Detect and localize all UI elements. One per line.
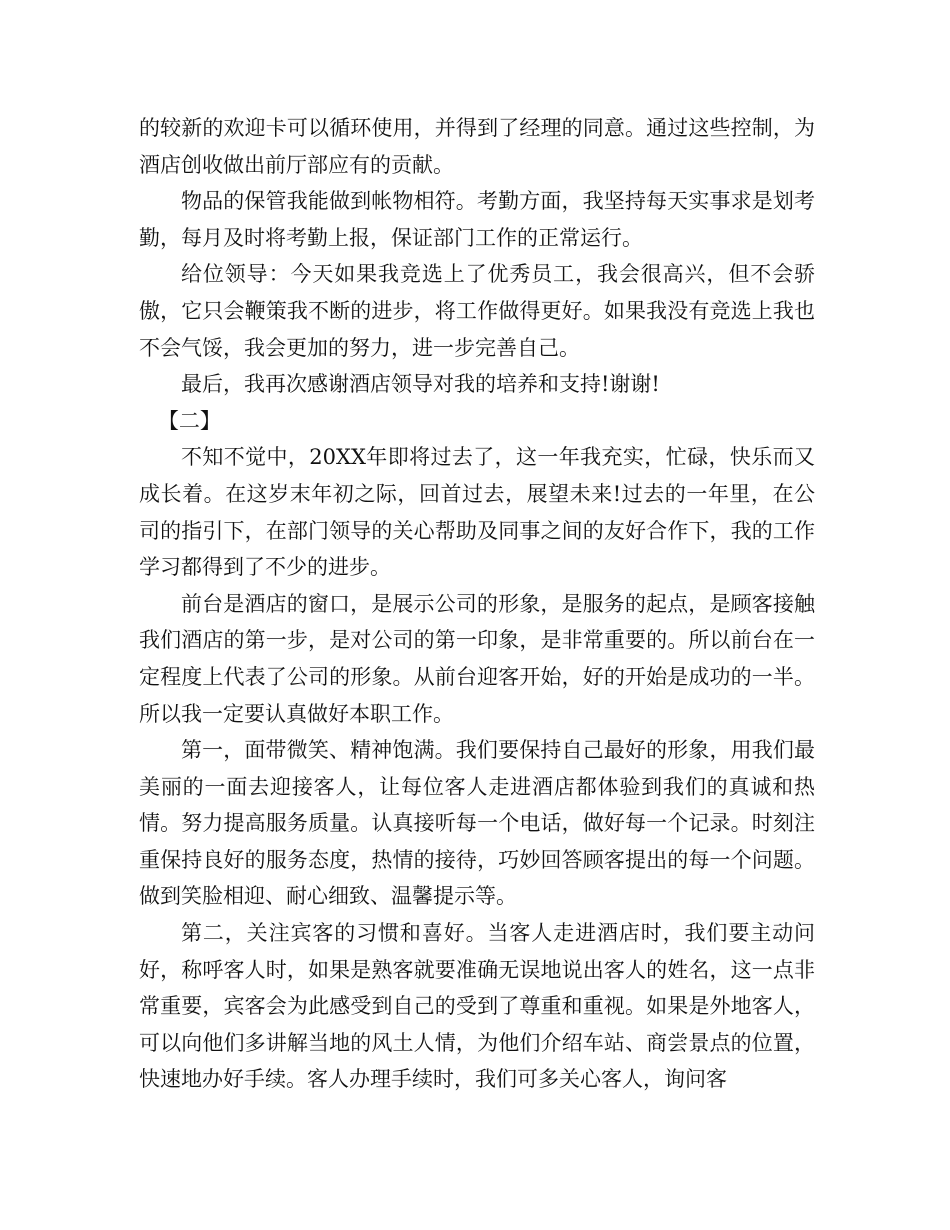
paragraph-3: 给位领导：今天如果我竞选上了优秀员工，我会很高兴，但不会骄傲，它只会鞭策我不断的进步，将工作做得更好。如果我没有竞选上我也不会气馁，我会更加的努力，进一步完善自己。 (139, 262, 815, 360)
section-paragraph-3: 第一，面带微笑、精神饱满。我们要保持自己最好的形象，用我们最美丽的一面去迎接客人，让每位客人走进酒店都体验到我们的真诚和热情。努力提高服务质量。认真接听每一个电话，做好每一个记录。时刻注重保持良好的服务态度，热情的接待，巧妙回答顾客提出的每一个问题。做到笑脸相迎、耐心细致、温馨提示等。 (139, 738, 815, 909)
document-page (139, 110, 815, 1098)
paragraph-2: 物品的保管我能做到帐物相符。考勤方面，我坚持每天实事求是划考勤，每月及时将考勤上报，保证部门工作的正常运行。 (139, 189, 815, 250)
section-paragraph-1: 不知不觉中，20XX年即将过去了，这一年我充实，忙碌，快乐而又成长着。在这岁末年初之际，回首过去，展望未来!过去的一年里，在公司的指引下，在部门领导的关心帮助及同事之间的友好合作下，我的工作学习都得到了不少的进步。 (139, 445, 815, 580)
section-paragraph-4: 第二，关注宾客的习惯和喜好。当客人走进酒店时，我们要主动问好，称呼客人时，如果是熟客就要准确无误地说出客人的姓名，这一点非常重要，宾客会为此感受到自己的受到了尊重和重视。如果是外地客人，可以向他们多讲解当地的风土人情，为他们介绍车站、商尝景点的位置，快速地办好手续。客人办理手续时，我们可多关心客人，询问客 (139, 921, 815, 1092)
section-heading: 【二】 (157, 408, 221, 433)
section-paragraph-2: 前台是酒店的窗口，是展示公司的形象，是服务的起点，是顾客接触我们酒店的第一步，是对公司的第一印象，是非常重要的。所以前台在一定程度上代表了公司的形象。从前台迎客开始，好的开始是成功的一半。所以我一定要认真做好本职工作。 (139, 591, 815, 726)
paragraph-4: 最后，我再次感谢酒店领导对我的培养和支持!谢谢! (181, 372, 660, 397)
paragraph-1: 的较新的欢迎卡可以循环使用，并得到了经理的同意。通过这些控制，为酒店创收做出前厅部应有的贡献。 (139, 116, 815, 177)
